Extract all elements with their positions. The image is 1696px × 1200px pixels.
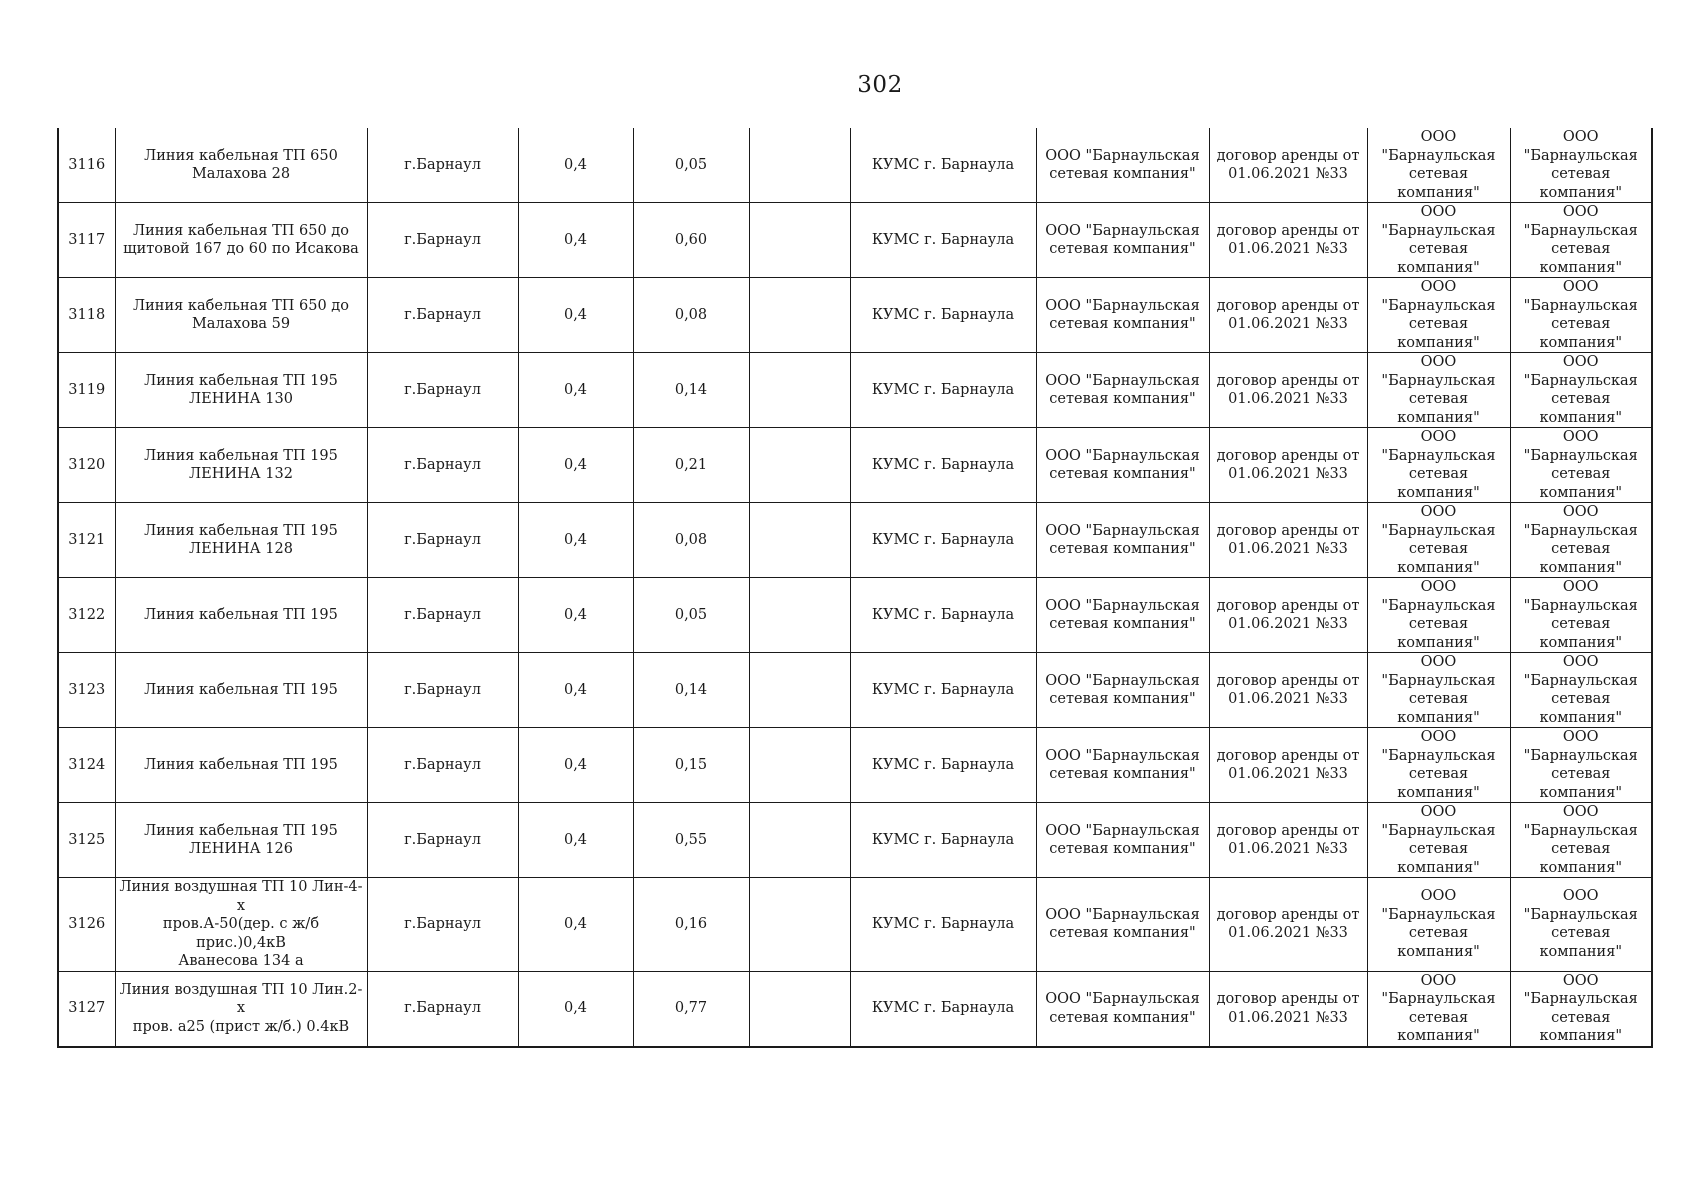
cell-maintainer: ООО "Барнаульская сетевая компания" <box>1510 653 1652 728</box>
cell-empty <box>749 728 850 803</box>
cell-operator: ООО "Барнаульская сетевая компания" <box>1367 878 1510 972</box>
cell-line-name: Линия кабельная ТП 195 ЛЕНИНА 132 <box>115 428 367 503</box>
cell-line-name: Линия кабельная ТП 650 до щитовой 167 до 60 по Исакова <box>115 203 367 278</box>
cell-owner: КУМС г. Барнаула <box>850 971 1036 1047</box>
cell-contract: договор аренды от 01.06.2021 №33 <box>1209 203 1367 278</box>
cell-id: 3126 <box>58 878 115 972</box>
cell-length: 0,14 <box>633 653 749 728</box>
cell-empty <box>749 428 850 503</box>
cell-id: 3121 <box>58 503 115 578</box>
cell-city: г.Барнаул <box>367 353 518 428</box>
cell-empty <box>749 503 850 578</box>
cell-line-name: Линия кабельная ТП 195 <box>115 728 367 803</box>
cell-owner: КУМС г. Барнаула <box>850 728 1036 803</box>
cell-line-name: Линия кабельная ТП 195 ЛЕНИНА 130 <box>115 353 367 428</box>
table-row <box>58 878 1652 972</box>
cell-contract: договор аренды от 01.06.2021 №33 <box>1209 803 1367 878</box>
cell-id: 3124 <box>58 728 115 803</box>
cell-voltage: 0,4 <box>518 878 633 972</box>
table-row <box>58 971 1652 1047</box>
cell-id: 3116 <box>58 128 115 203</box>
cell-city: г.Барнаул <box>367 653 518 728</box>
cell-city: г.Барнаул <box>367 503 518 578</box>
cell-empty <box>749 803 850 878</box>
cell-line-name: Линия кабельная ТП 195 ЛЕНИНА 128 <box>115 503 367 578</box>
cell-line-name: Линия кабельная ТП 650 до Малахова 59 <box>115 278 367 353</box>
cell-contract: договор аренды от 01.06.2021 №33 <box>1209 728 1367 803</box>
cell-contract: договор аренды от 01.06.2021 №33 <box>1209 878 1367 972</box>
cell-length: 0,16 <box>633 878 749 972</box>
table-row <box>58 653 1652 728</box>
cell-line-name: Линия кабельная ТП 650 Малахова 28 <box>115 128 367 203</box>
cell-length: 0,77 <box>633 971 749 1047</box>
cell-id: 3125 <box>58 803 115 878</box>
cell-holder: ООО "Барнаульская сетевая компания" <box>1036 128 1209 203</box>
cell-length: 0,55 <box>633 803 749 878</box>
cell-length: 0,05 <box>633 578 749 653</box>
cell-empty <box>749 878 850 972</box>
table-row <box>58 803 1652 878</box>
cell-maintainer: ООО "Барнаульская сетевая компания" <box>1510 878 1652 972</box>
cell-voltage: 0,4 <box>518 353 633 428</box>
table-row <box>58 728 1652 803</box>
cell-voltage: 0,4 <box>518 503 633 578</box>
registry-body <box>58 128 1652 1047</box>
cell-city: г.Барнаул <box>367 803 518 878</box>
cell-length: 0,60 <box>633 203 749 278</box>
cell-operator: ООО "Барнаульская сетевая компания" <box>1367 203 1510 278</box>
cell-owner: КУМС г. Барнаула <box>850 353 1036 428</box>
cell-owner: КУМС г. Барнаула <box>850 128 1036 203</box>
cell-city: г.Барнаул <box>367 971 518 1047</box>
cell-owner: КУМС г. Барнаула <box>850 803 1036 878</box>
cell-voltage: 0,4 <box>518 653 633 728</box>
cell-voltage: 0,4 <box>518 203 633 278</box>
cell-maintainer: ООО "Барнаульская сетевая компания" <box>1510 728 1652 803</box>
cell-holder: ООО "Барнаульская сетевая компания" <box>1036 653 1209 728</box>
cell-empty <box>749 971 850 1047</box>
cell-contract: договор аренды от 01.06.2021 №33 <box>1209 278 1367 353</box>
cell-operator: ООО "Барнаульская сетевая компания" <box>1367 353 1510 428</box>
cell-operator: ООО "Барнаульская сетевая компания" <box>1367 803 1510 878</box>
cell-empty <box>749 128 850 203</box>
cell-maintainer: ООО "Барнаульская сетевая компания" <box>1510 971 1652 1047</box>
cell-city: г.Барнаул <box>367 728 518 803</box>
cell-owner: КУМС г. Барнаула <box>850 578 1036 653</box>
cell-contract: договор аренды от 01.06.2021 №33 <box>1209 653 1367 728</box>
cell-empty <box>749 353 850 428</box>
page-number: 302 <box>857 72 903 98</box>
table-row <box>58 203 1652 278</box>
cell-maintainer: ООО "Барнаульская сетевая компания" <box>1510 203 1652 278</box>
cell-id: 3117 <box>58 203 115 278</box>
cell-voltage: 0,4 <box>518 578 633 653</box>
cell-length: 0,21 <box>633 428 749 503</box>
cell-owner: КУМС г. Барнаула <box>850 878 1036 972</box>
cell-maintainer: ООО "Барнаульская сетевая компания" <box>1510 578 1652 653</box>
cell-contract: договор аренды от 01.06.2021 №33 <box>1209 428 1367 503</box>
cell-contract: договор аренды от 01.06.2021 №33 <box>1209 503 1367 578</box>
cell-owner: КУМС г. Барнаула <box>850 203 1036 278</box>
cell-holder: ООО "Барнаульская сетевая компания" <box>1036 278 1209 353</box>
cell-contract: договор аренды от 01.06.2021 №33 <box>1209 128 1367 203</box>
cell-holder: ООО "Барнаульская сетевая компания" <box>1036 728 1209 803</box>
cell-contract: договор аренды от 01.06.2021 №33 <box>1209 971 1367 1047</box>
cell-holder: ООО "Барнаульская сетевая компания" <box>1036 503 1209 578</box>
cell-operator: ООО "Барнаульская сетевая компания" <box>1367 278 1510 353</box>
cell-length: 0,08 <box>633 503 749 578</box>
cell-length: 0,08 <box>633 278 749 353</box>
cell-operator: ООО "Барнаульская сетевая компания" <box>1367 578 1510 653</box>
table-row <box>58 503 1652 578</box>
cell-id: 3122 <box>58 578 115 653</box>
cell-operator: ООО "Барнаульская сетевая компания" <box>1367 128 1510 203</box>
cell-voltage: 0,4 <box>518 128 633 203</box>
cell-holder: ООО "Барнаульская сетевая компания" <box>1036 428 1209 503</box>
cell-holder: ООО "Барнаульская сетевая компания" <box>1036 203 1209 278</box>
cell-id: 3127 <box>58 971 115 1047</box>
cell-line-name: Линия кабельная ТП 195 <box>115 653 367 728</box>
cell-city: г.Барнаул <box>367 278 518 353</box>
cell-holder: ООО "Барнаульская сетевая компания" <box>1036 971 1209 1047</box>
cell-maintainer: ООО "Барнаульская сетевая компания" <box>1510 428 1652 503</box>
cell-contract: договор аренды от 01.06.2021 №33 <box>1209 353 1367 428</box>
cell-owner: КУМС г. Барнаула <box>850 428 1036 503</box>
cell-length: 0,15 <box>633 728 749 803</box>
cell-maintainer: ООО "Барнаульская сетевая компания" <box>1510 278 1652 353</box>
cell-city: г.Барнаул <box>367 203 518 278</box>
table-row <box>58 128 1652 203</box>
cell-operator: ООО "Барнаульская сетевая компания" <box>1367 653 1510 728</box>
cell-id: 3118 <box>58 278 115 353</box>
cell-city: г.Барнаул <box>367 428 518 503</box>
cell-operator: ООО "Барнаульская сетевая компания" <box>1367 503 1510 578</box>
cell-owner: КУМС г. Барнаула <box>850 503 1036 578</box>
cell-maintainer: ООО "Барнаульская сетевая компания" <box>1510 128 1652 203</box>
table-row <box>58 353 1652 428</box>
cell-line-name: Линия кабельная ТП 195 ЛЕНИНА 126 <box>115 803 367 878</box>
cell-contract: договор аренды от 01.06.2021 №33 <box>1209 578 1367 653</box>
cell-maintainer: ООО "Барнаульская сетевая компания" <box>1510 353 1652 428</box>
cell-holder: ООО "Барнаульская сетевая компания" <box>1036 353 1209 428</box>
cell-city: г.Барнаул <box>367 128 518 203</box>
cell-city: г.Барнаул <box>367 578 518 653</box>
cell-operator: ООО "Барнаульская сетевая компания" <box>1367 971 1510 1047</box>
cell-empty <box>749 578 850 653</box>
cell-voltage: 0,4 <box>518 728 633 803</box>
cell-city: г.Барнаул <box>367 878 518 972</box>
table-row <box>58 428 1652 503</box>
cell-voltage: 0,4 <box>518 278 633 353</box>
cell-voltage: 0,4 <box>518 971 633 1047</box>
cell-length: 0,14 <box>633 353 749 428</box>
cell-empty <box>749 653 850 728</box>
cell-id: 3120 <box>58 428 115 503</box>
cell-maintainer: ООО "Барнаульская сетевая компания" <box>1510 503 1652 578</box>
table-row <box>58 278 1652 353</box>
cell-id: 3119 <box>58 353 115 428</box>
cell-owner: КУМС г. Барнаула <box>850 278 1036 353</box>
registry-table <box>57 128 1653 1048</box>
cell-line-name: Линия воздушная ТП 10 Лин-4-х пров.А-50(дер. с ж/б прис.)0,4кВ Аванесова 134 а <box>115 878 367 972</box>
cell-empty <box>749 278 850 353</box>
cell-voltage: 0,4 <box>518 428 633 503</box>
cell-maintainer: ООО "Барнаульская сетевая компания" <box>1510 803 1652 878</box>
cell-owner: КУМС г. Барнаула <box>850 653 1036 728</box>
cell-voltage: 0,4 <box>518 803 633 878</box>
cell-holder: ООО "Барнаульская сетевая компания" <box>1036 803 1209 878</box>
cell-line-name: Линия кабельная ТП 195 <box>115 578 367 653</box>
cell-holder: ООО "Барнаульская сетевая компания" <box>1036 578 1209 653</box>
cell-operator: ООО "Барнаульская сетевая компания" <box>1367 428 1510 503</box>
cell-operator: ООО "Барнаульская сетевая компания" <box>1367 728 1510 803</box>
cell-length: 0,05 <box>633 128 749 203</box>
cell-line-name: Линия воздушная ТП 10 Лин.2-х пров. а25 (прист ж/б.) 0.4кВ <box>115 971 367 1047</box>
cell-empty <box>749 203 850 278</box>
table-row <box>58 578 1652 653</box>
cell-holder: ООО "Барнаульская сетевая компания" <box>1036 878 1209 972</box>
cell-id: 3123 <box>58 653 115 728</box>
